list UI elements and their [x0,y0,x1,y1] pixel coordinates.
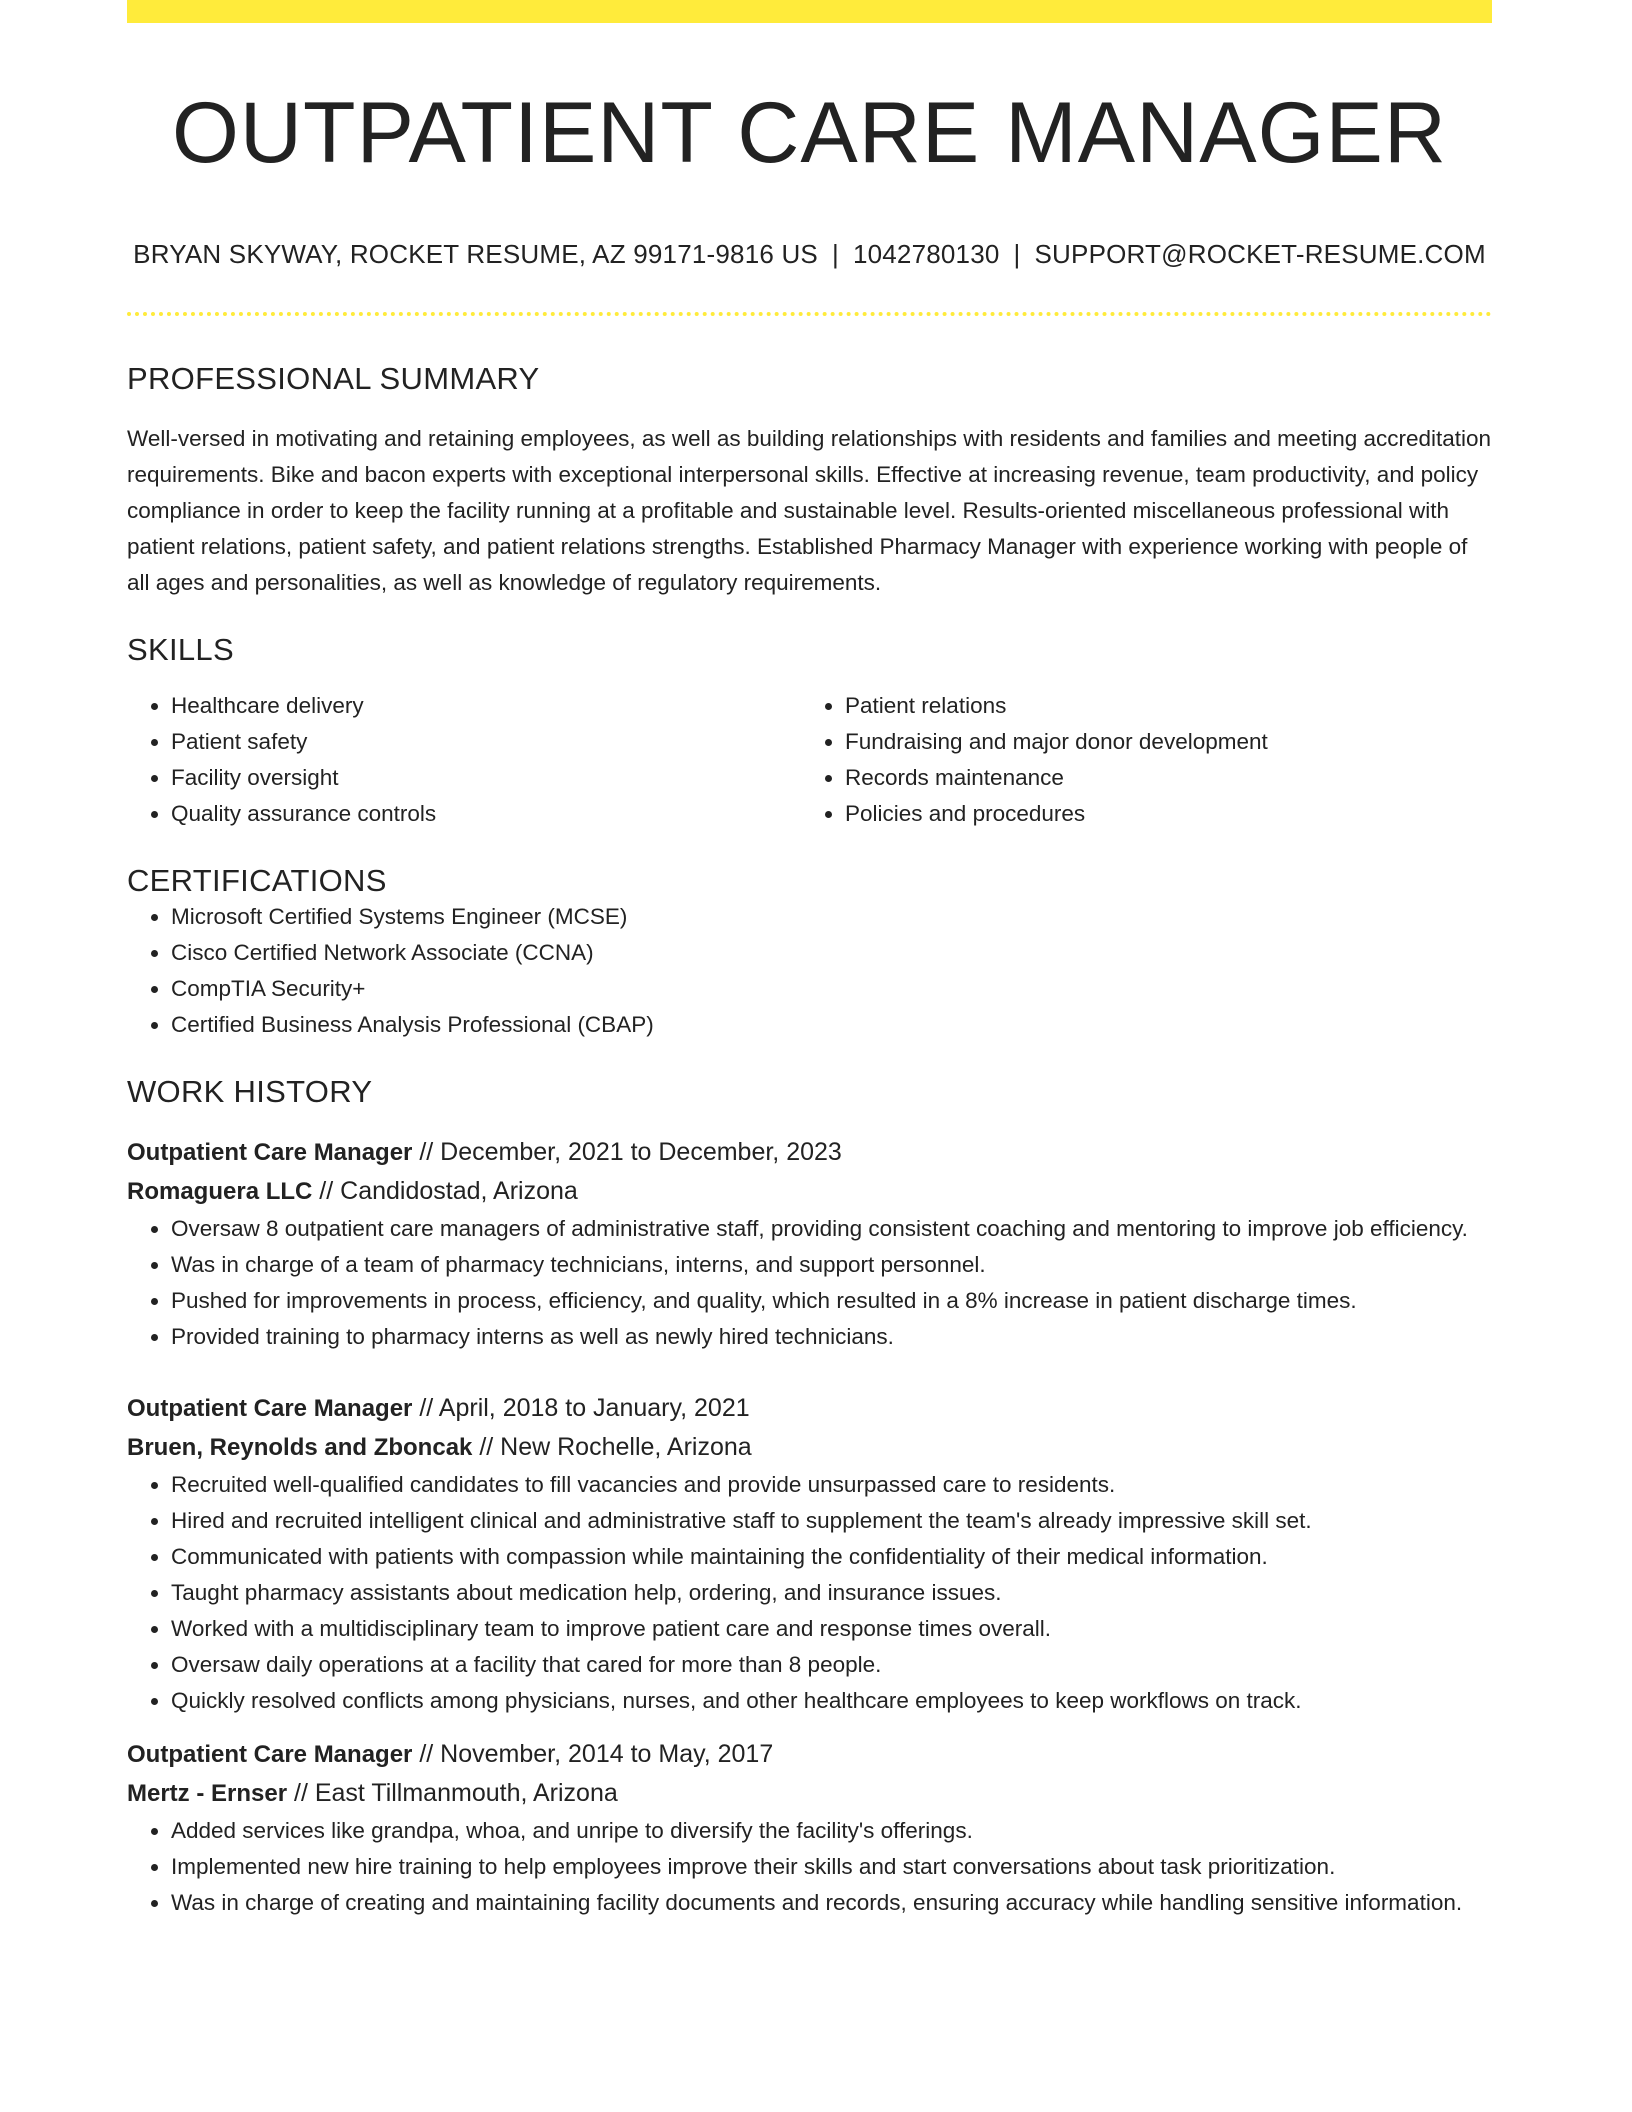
list-item: • Cisco Certified Network Associate (CCNA) [171,935,1492,971]
job-company-line [127,1172,1492,1211]
list-item: • Microsoft Certified Systems Engineer (MCSE) [171,899,1492,935]
dotted-divider [127,312,1492,316]
list-item: • Quality assurance controls [171,796,801,832]
certifications-list [127,899,1492,1043]
list-item: • Facility oversight [171,760,801,796]
job-dates: // April, 2018 to January, 2021 [412,1393,750,1422]
list-item: • Hired and recruited intelligent clinical and administrative staff to supplement the team's already impressive skill set. [171,1503,1492,1539]
list-item: • Oversaw daily operations at a facility that cared for more than 8 people. [171,1647,1492,1683]
list-item: • Communicated with patients with compassion while maintaining the confidentiality of their medical information. [171,1539,1492,1575]
contact-separator: | [1013,238,1021,269]
job-company-line [127,1428,1492,1467]
contact-separator: | [831,238,839,269]
skills-column-left [127,688,801,832]
list-item: • Implemented new hire training to help employees improve their skills and start conversations about task prioritization. [171,1849,1492,1885]
section-title-certifications: CERTIFICATIONS [127,863,387,899]
job-dates: // November, 2014 to May, 2017 [412,1739,774,1768]
list-item: • Provided training to pharmacy interns as well as newly hired technicians. [171,1319,1492,1355]
resume-page [127,0,1492,1921]
job-company-line [127,1774,1492,1813]
job-location: // Candidostad, Arizona [312,1176,578,1205]
job-company: Bruen, Reynolds and Zboncak [127,1433,473,1461]
skills-list-left [127,688,801,832]
list-item: • Policies and procedures [845,796,1475,832]
list-item: • Recruited well-qualified candidates to fill vacancies and provide unsurpassed care to residents. [171,1467,1492,1503]
job-bullets [127,1813,1492,1921]
list-item: • Added services like grandpa, whoa, and unripe to diversify the facility's offerings. [171,1813,1492,1849]
list-item: • Records maintenance [845,760,1475,796]
skills-column-right [801,688,1475,832]
section-title-skills: SKILLS [127,631,234,667]
job-position: Outpatient Care Manager [127,1394,413,1422]
list-item: • Fundraising and major donor development [845,724,1475,760]
contact-phone: 1042780130 [852,238,1000,269]
top-accent-bar [127,0,1492,23]
job-dates: // December, 2021 to December, 2023 [412,1137,842,1166]
list-item: • Oversaw 8 outpatient care managers of administrative staff, providing consistent coaching and mentoring to improve job efficiency. [171,1211,1492,1247]
job-title-line [127,1389,1492,1428]
list-item: • Taught pharmacy assistants about medication help, ordering, and insurance issues. [171,1575,1492,1611]
job-location: // East Tillmanmouth, Arizona [287,1778,618,1807]
job-company: Mertz - Ernser [127,1779,288,1807]
job-bullets [127,1211,1492,1355]
list-item: • Patient relations [845,688,1475,724]
list-item: • CompTIA Security+ [171,971,1492,1007]
list-item: • Quickly resolved conflicts among physicians, nurses, and other healthcare employees to keep workflows on track. [171,1683,1492,1719]
summary-text: Well-versed in motivating and retaining employees, as well as building relationships with residents and families and meeting accreditation requirements. Bike and bacon experts with exceptional interpersonal skills. Effective at increasing revenue, team productivity, and policy compliance in order to keep the facility running at a profitable and sustainable level. Results-oriented miscellaneous professional with patient relations, patient safety, and patient relations strengths. Established Pharmacy Manager with experience working with people of all ages and personalities, as well as knowledge of regulatory requirements. [127,425,1492,595]
job-location: // New Rochelle, Arizona [472,1432,752,1461]
list-item: • Was in charge of creating and maintaining facility documents and records, ensuring accuracy while handling sensitive information. [171,1885,1492,1921]
list-item: • Certified Business Analysis Professional (CBAP) [171,1007,1492,1043]
candidate-name: OUTPATIENT CARE MANAGER [172,85,1447,181]
skills-grid [127,688,1492,832]
list-item: • Patient safety [171,724,801,760]
job-company: Romaguera LLC [127,1177,313,1205]
list-item: • Was in charge of a team of pharmacy technicians, interns, and support personnel. [171,1247,1492,1283]
contact-email: SUPPORT@ROCKET-RESUME.COM [1034,238,1486,269]
job-title-line [127,1133,1492,1172]
section-title-summary: PROFESSIONAL SUMMARY [127,360,540,396]
list-item: • Worked with a multidisciplinary team to improve patient care and response times overall. [171,1611,1492,1647]
list-item: • Pushed for improvements in process, efficiency, and quality, which resulted in a 8% increase in patient discharge times. [171,1283,1492,1319]
contact-address: BRYAN SKYWAY, ROCKET RESUME, AZ 99171-9816 US [133,238,818,269]
contact-line [127,239,1492,270]
skills-list-right [801,688,1475,832]
list-item: • Healthcare delivery [171,688,801,724]
job-bullets [127,1467,1492,1719]
section-title-work-history: WORK HISTORY [127,1074,373,1110]
job-position: Outpatient Care Manager [127,1138,413,1166]
job-title-line [127,1735,1492,1774]
job-position: Outpatient Care Manager [127,1740,413,1768]
